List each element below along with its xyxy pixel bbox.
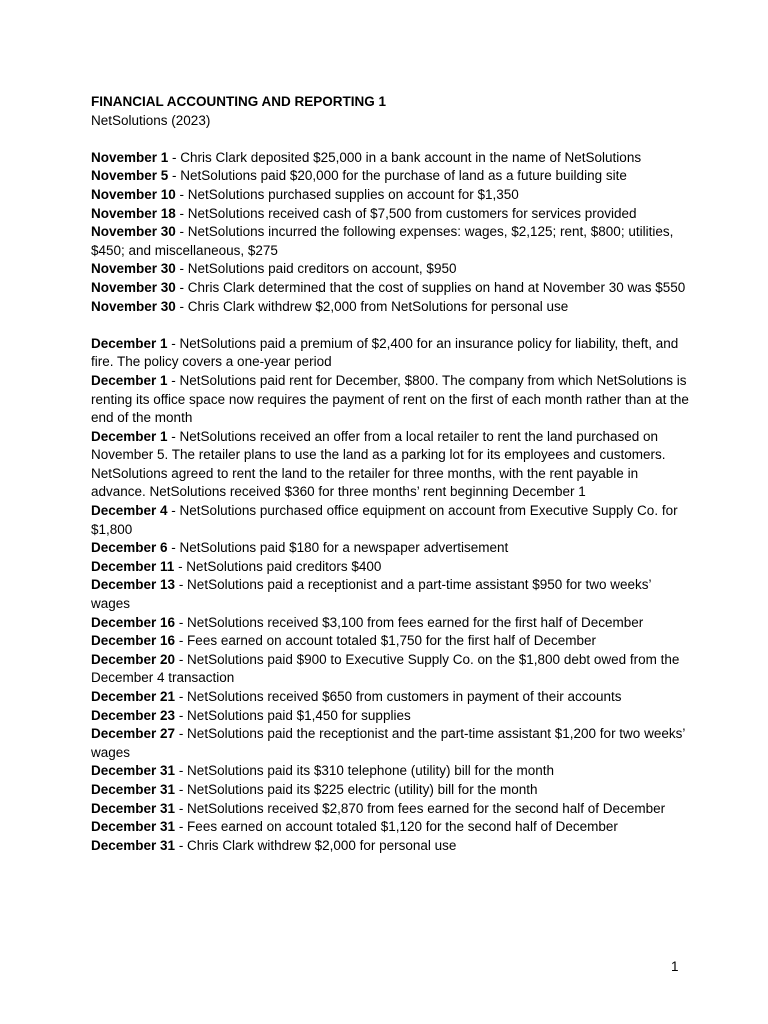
- transaction-text: - NetSolutions purchased office equipment on account from Executive Supply Co. for $1,800: [91, 503, 678, 537]
- transaction-text: - NetSolutions received $3,100 from fees earned for the first half of December: [175, 614, 644, 630]
- transaction-date: November 30: [91, 279, 176, 295]
- transaction-text: - NetSolutions received $650 from customers in payment of their accounts: [175, 689, 622, 704]
- transaction-date: November 5: [91, 168, 169, 184]
- transaction-date: December 6: [91, 540, 168, 556]
- november-transactions: [91, 149, 691, 316]
- transaction-entry: [91, 707, 691, 726]
- transaction-entry: [91, 260, 691, 279]
- transaction-text: - Fees earned on account totaled $1,120 for the second half of December: [175, 819, 618, 835]
- transaction-text: - Chris Clark withdrew $2,000 for personal use: [175, 837, 457, 853]
- transaction-text: - NetSolutions paid $20,000 for the purchase of land as a future building site: [168, 168, 627, 184]
- transaction-text: - NetSolutions paid creditors $400: [174, 558, 382, 574]
- transaction-text: - NetSolutions paid $900 to Executive Supply Co. on the $1,800 debt owed from the December 4 transaction: [91, 651, 680, 686]
- transaction-entry: [91, 186, 691, 205]
- transaction-date: December 31: [91, 781, 176, 797]
- transaction-date: December 23: [91, 707, 176, 723]
- transaction-text: - NetSolutions paid rent for December, $800. The company from which NetSolutions is renting its office space now requires the payment of rent on the first of each month rather than at the end of the month: [91, 372, 689, 426]
- transaction-date: December 20: [91, 651, 176, 667]
- transaction-text: - NetSolutions paid its $225 electric (utility) bill for the month: [175, 781, 538, 797]
- transaction-text: - NetSolutions paid $1,450 for supplies: [175, 707, 411, 723]
- page-number: 1: [671, 959, 679, 974]
- transaction-text: - NetSolutions paid the receptionist and the part-time assistant $1,200 for two weeks’ wages: [91, 726, 685, 760]
- transaction-text: - NetSolutions purchased supplies on account for $1,350: [175, 186, 519, 202]
- transaction-text: - NetSolutions received an offer from a local retailer to rent the land purchased on November 5. The retailer plans to use the land as a parking lot for its employees and customers. NetSolutions agreed to rent the land to the retailer for three months, with the rent payable in advance. NetSolutions received $360 for three months’ rent beginning December 1: [91, 428, 666, 500]
- transaction-date: November 10: [91, 186, 176, 202]
- transaction-date: November 1: [91, 149, 169, 165]
- transaction-date: November 18: [91, 205, 176, 221]
- transaction-entry: [91, 725, 691, 762]
- transaction-date: December 31: [91, 837, 176, 853]
- transaction-entry: [91, 298, 691, 317]
- transaction-date: December 13: [91, 577, 176, 593]
- document-subtitle: NetSolutions (2023): [91, 112, 211, 128]
- transaction-entry: [91, 372, 691, 428]
- transaction-entry: [91, 632, 691, 651]
- transaction-entry: [91, 558, 691, 577]
- transaction-text: - NetSolutions paid its $310 telephone (utility) bill for the month: [175, 763, 555, 779]
- transaction-entry: [91, 651, 691, 688]
- transaction-date: December 27: [91, 726, 176, 742]
- transaction-date: December 31: [91, 763, 176, 779]
- transaction-text: - NetSolutions paid creditors on account, $950: [175, 261, 457, 277]
- transaction-entry: [91, 223, 691, 260]
- transaction-text: - NetSolutions paid $180 for a newspaper advertisement: [167, 540, 509, 556]
- transaction-entry: [91, 279, 691, 298]
- transaction-entry: [91, 818, 691, 837]
- transaction-entry: [91, 837, 691, 856]
- transaction-date: December 16: [91, 633, 176, 649]
- spacer: [91, 130, 691, 149]
- transaction-date: December 11: [91, 558, 175, 574]
- transaction-date: December 16: [91, 614, 176, 630]
- transaction-date: December 31: [91, 800, 176, 816]
- document-page: [91, 93, 691, 855]
- transaction-text: - NetSolutions paid a receptionist and a part-time assistant $950 for two weeks’ wages: [91, 577, 652, 612]
- transaction-text: - NetSolutions incurred the following expenses: wages, $2,125; rent, $800; utilities, $450; and miscellaneous, $275: [91, 224, 674, 258]
- transaction-entry: [91, 205, 691, 224]
- transaction-text: - Chris Clark determined that the cost of supplies on hand at November 30 was $550: [175, 279, 686, 295]
- transaction-entry: [91, 800, 691, 819]
- transaction-entry: [91, 335, 691, 372]
- transaction-text: - Chris Clark deposited $25,000 in a bank account in the name of NetSolutions: [168, 149, 642, 165]
- transaction-date: December 1: [91, 335, 168, 351]
- transaction-date: December 1: [91, 372, 168, 388]
- transaction-date: November 30: [91, 261, 176, 277]
- transaction-text: - NetSolutions paid a premium of $2,400 for an insurance policy for liability, theft, and fire. The policy covers a one-year period: [91, 335, 679, 370]
- transaction-entry: [91, 149, 691, 168]
- transaction-entry: [91, 576, 691, 613]
- transaction-date: November 30: [91, 298, 176, 314]
- transaction-date: December 1: [91, 428, 168, 444]
- transaction-entry: [91, 781, 691, 800]
- transaction-text: - NetSolutions received cash of $7,500 from customers for services provided: [175, 205, 637, 221]
- transaction-text: - NetSolutions received $2,870 from fees earned for the second half of December: [175, 800, 666, 816]
- transaction-date: December 21: [91, 689, 176, 704]
- transaction-date: November 30: [91, 224, 176, 240]
- transaction-entry: [91, 688, 691, 707]
- transaction-date: December 31: [91, 819, 176, 835]
- transaction-date: December 4: [91, 503, 168, 519]
- transaction-entry: [91, 167, 691, 186]
- transaction-text: - Chris Clark withdrew $2,000 from NetSolutions for personal use: [175, 298, 569, 314]
- transaction-entry: [91, 428, 691, 502]
- transaction-entry: [91, 502, 691, 539]
- transaction-text: - Fees earned on account totaled $1,750 for the first half of December: [175, 633, 597, 649]
- spacer: [91, 316, 691, 335]
- transaction-entry: [91, 614, 691, 633]
- transaction-entry: [91, 539, 691, 558]
- december-transactions: [91, 335, 691, 856]
- transaction-entry: [91, 762, 691, 781]
- document-title: FINANCIAL ACCOUNTING AND REPORTING 1: [91, 94, 387, 109]
